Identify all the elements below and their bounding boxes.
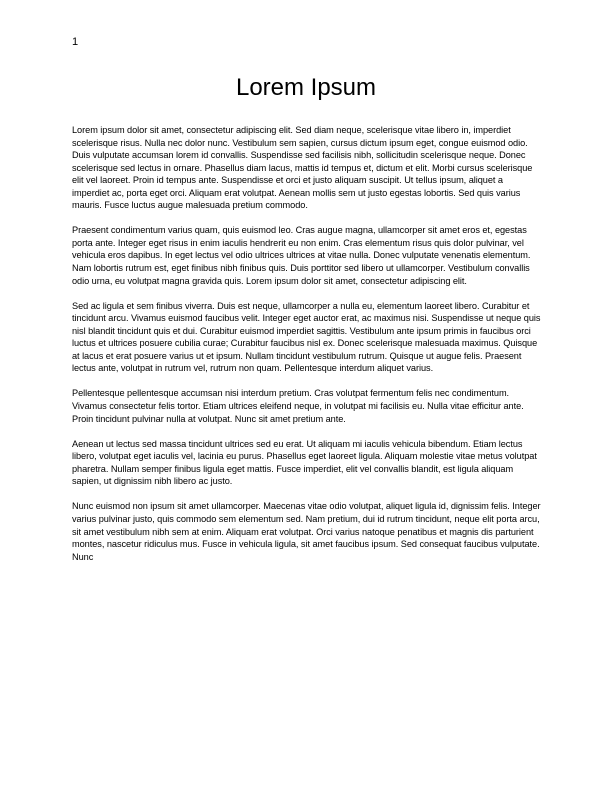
document-body — [72, 124, 542, 576]
paragraph: Praesent condimentum varius quam, quis euismod leo. Cras augue magna, ullamcorper sit amet eros et, egestas porta ante. Integer eget risus in enim iaculis hendrerit eu non enim. Cras elementum risus quis dolor pulvinar, vel vehicula eros dapibus. In eget lectus vel odio ultrices ultrices at vitae nulla. Donec vulputate venenatis elementum. Nam lobortis rutrum est, eget finibus nibh finibus quis. Duis porttitor sed libero ut ullamcorper. Vestibulum convallis odio urna, eu volutpat magna gravida quis. Lorem ipsum dolor sit amet, consectetur adipiscing elit. — [72, 225, 531, 286]
paragraph: Aenean ut lectus sed massa tincidunt ultrices sed eu erat. Ut aliquam mi iaculis vehicula bibendum. Etiam lectus libero, volutpat eget iaculis vel, lacinia eu purus. Phasellus eget laoreet ligula. Aliquam molestie vitae metus volutpat pharetra. Nullam semper finibus ligula eget mattis. Fusce imperdiet, elit vel convallis blandit, est ligula aliquam sapien, ut dignissim nibh libero ac justo. — [72, 438, 537, 487]
document-title: Lorem Ipsum — [235, 74, 377, 101]
paragraph: Lorem ipsum dolor sit amet, consectetur adipiscing elit. Sed diam neque, scelerisque vitae libero in, imperdiet scelerisque risus. Nulla nec dolor nunc. Vestibulum sem sapien, cursus dictum ipsum eget, congue euismod odio. Duis vulputate accumsan lorem id convallis. Suspendisse sed facilisis nibh, sollicitudin scelerisque neque. Donec scelerisque sed lectus in ornare. Phasellus diam lacus, mattis id tempus et, dictum et elit. Morbi cursus scelerisque elit vel laoreet. Proin id tempus ante. Suspendisse et orci et justo aliquam suscipit. Ut tellus ipsum, aliquet a imperdiet ac, porta eget orci. Aliquam erat volutpat. Aenean mollis sem ut justo egestas lobortis. Sed quis varius mauris. Fusce luctus augue malesuada pretium commodo. — [72, 125, 533, 211]
page-number: 1 — [72, 36, 79, 48]
paragraph: Nunc euismod non ipsum sit amet ullamcorper. Maecenas vitae odio volutpat, aliquet ligula id, dignissim felis. Integer varius pulvinar justo, quis commodo sem elementum sed. Nam pretium, dui id rutrum tincidunt, neque elit porta arcu, sit amet vestibulum nibh sem at enim. Aliquam erat volutpat. Orci varius natoque penatibus et magnis dis parturient montes, nascetur ridiculus mus. Fusce in vehicula ligula, sit amet faucibus ipsum. Sed consequat faucibus vulputate. Nunc — [72, 501, 541, 562]
paragraph: Sed ac ligula et sem finibus viverra. Duis est neque, ullamcorper a nulla eu, elementum laoreet libero. Curabitur et tincidunt arcu. Vivamus euismod faucibus velit. Integer eget auctor erat, ac maximus nisi. Suspendisse ut neque quis nisl blandit tincidunt quis et dui. Curabitur euismod imperdiet sagittis. Vestibulum ante ipsum primis in faucibus orci luctus et ultrices posuere cubilia curae; Curabitur faucibus nisl ex. Donec scelerisque malesuada maximus. Quisque at lacus et erat posuere varius ut et ipsum. Nullam tincidunt vestibulum rutrum. Quisque ut augue felis. Praesent lectus ante, volutpat in rutrum vel, rutrum non quam. Pellentesque interdum aliquet varius. — [72, 300, 541, 374]
paragraph: Pellentesque pellentesque accumsan nisi interdum pretium. Cras volutpat fermentum felis nec condimentum. Vivamus consectetur felis tortor. Etiam ultrices eleifend neque, in volutpat mi facilisis eu. Nulla vitae efficitur ante. Proin tincidunt pulvinar nulla at volutpat. Nunc sit amet pretium ante. — [72, 388, 524, 424]
